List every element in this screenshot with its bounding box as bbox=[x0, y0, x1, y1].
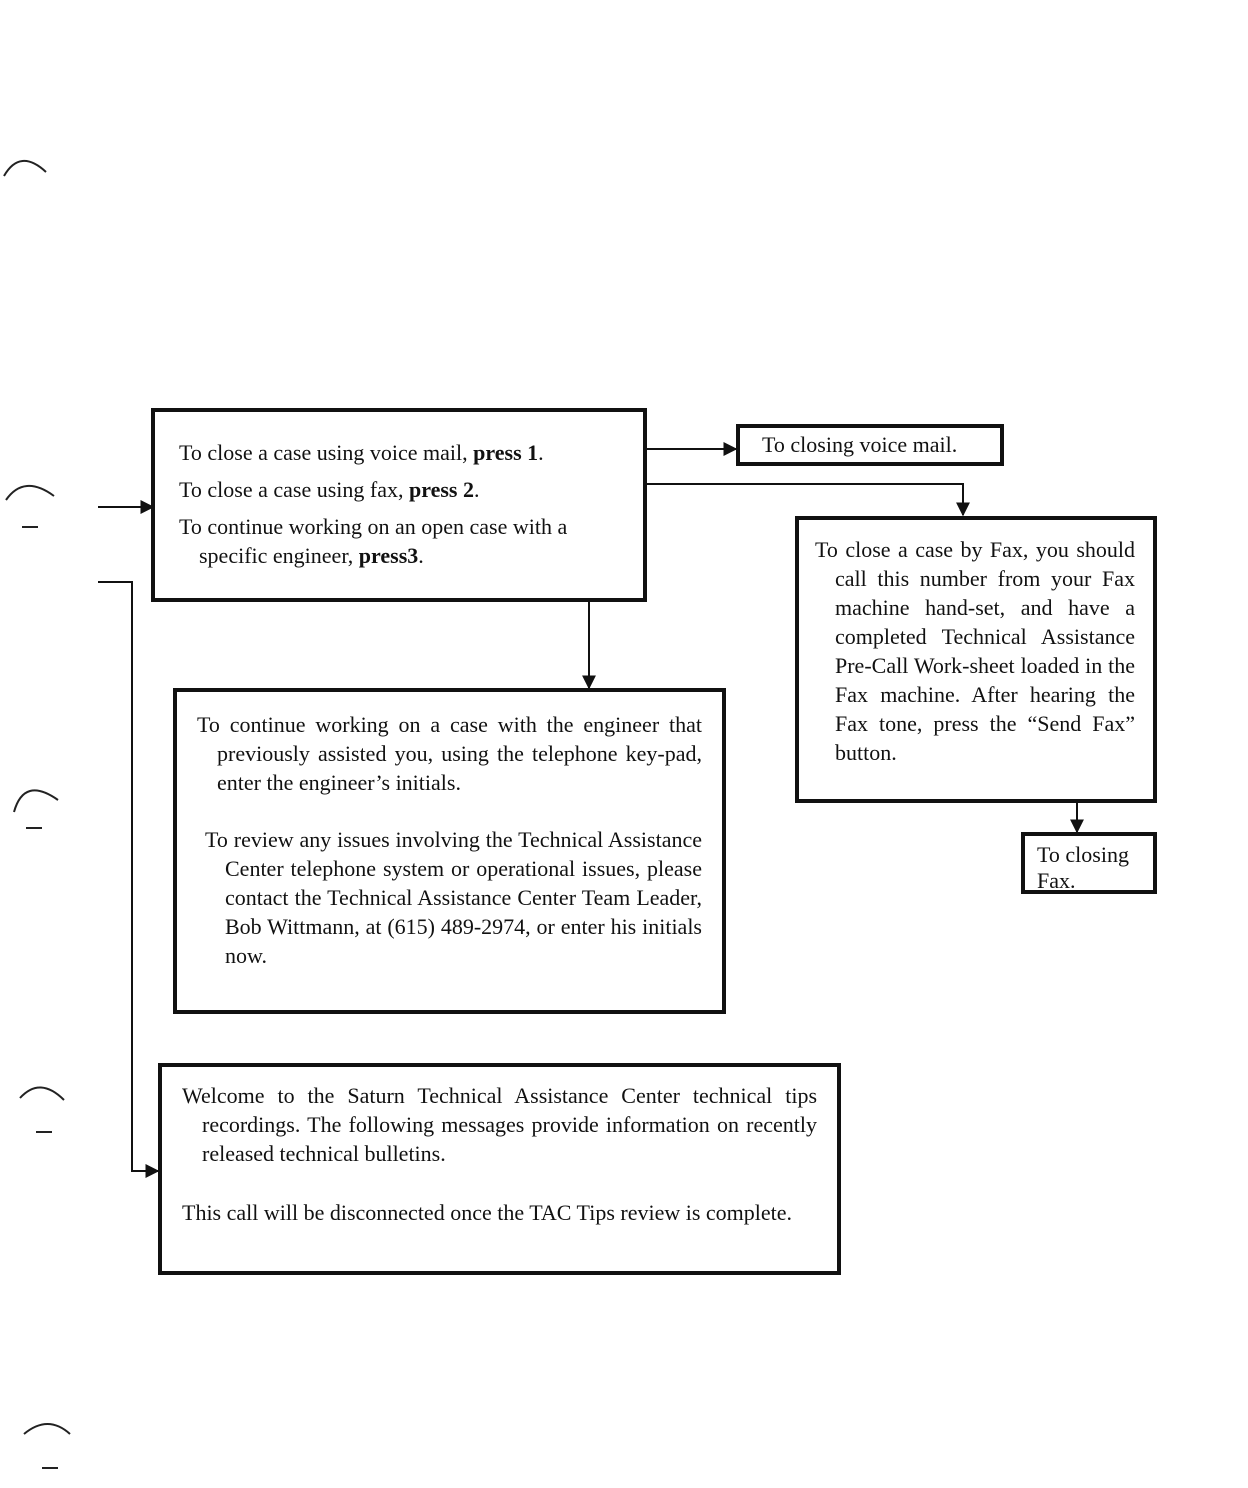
welcome-box bbox=[158, 1063, 841, 1275]
fax-instructions-box bbox=[795, 516, 1157, 803]
binder-hole-mark bbox=[14, 790, 58, 812]
closing-voice-mail-text: To closing voice mail. bbox=[762, 432, 958, 457]
menu-option-2: To close a case using fax, press 2. bbox=[179, 477, 480, 502]
closing-fax-text: To closing Fax. bbox=[1037, 842, 1129, 893]
disconnect-notice-text: This call will be disconnected once the TAC Tips review is complete. bbox=[182, 1200, 793, 1225]
closing-fax-box bbox=[1021, 832, 1157, 894]
menu-options-box bbox=[151, 408, 647, 602]
binder-hole-mark bbox=[20, 1087, 64, 1100]
binder-hole-mark bbox=[4, 161, 46, 176]
welcome-connector bbox=[98, 582, 158, 1171]
engineer-review-box bbox=[173, 688, 726, 1014]
option2-connector bbox=[645, 484, 963, 515]
closing-voice-mail-box bbox=[736, 424, 1004, 466]
menu-option-1: To close a case using voice mail, press 1. bbox=[179, 440, 544, 465]
welcome-text: Welcome to the Saturn Technical Assistance Center technical tips recordings. The following messages provide information on recently released technical bulletins. bbox=[182, 1083, 817, 1166]
fax-instructions-text: To close a case by Fax, you should call this number from your Fax machine hand-set, and have a completed Technical Assistance Pre-Call Work-sheet loaded in the Fax machine. After hearing the Fax tone, press the “Send Fax” button. bbox=[815, 537, 1135, 765]
binder-hole-mark bbox=[24, 1424, 70, 1434]
continue-with-engineer-text: To continue working on a case with the engineer that previously assisted you, using the telephone key-pad, enter the engineer’s initials. bbox=[197, 712, 702, 795]
review-issues-text: To review any issues involving the Technical Assistance Center telephone system or operational issues, please contact the Technical Assistance Center Team Leader, Bob Wittmann, at (615) 489-2974, or enter his initials now. bbox=[205, 827, 702, 968]
menu-option-3: To continue working on an open case with a specific engineer, press3. bbox=[179, 514, 568, 568]
binder-hole-mark bbox=[6, 486, 54, 500]
